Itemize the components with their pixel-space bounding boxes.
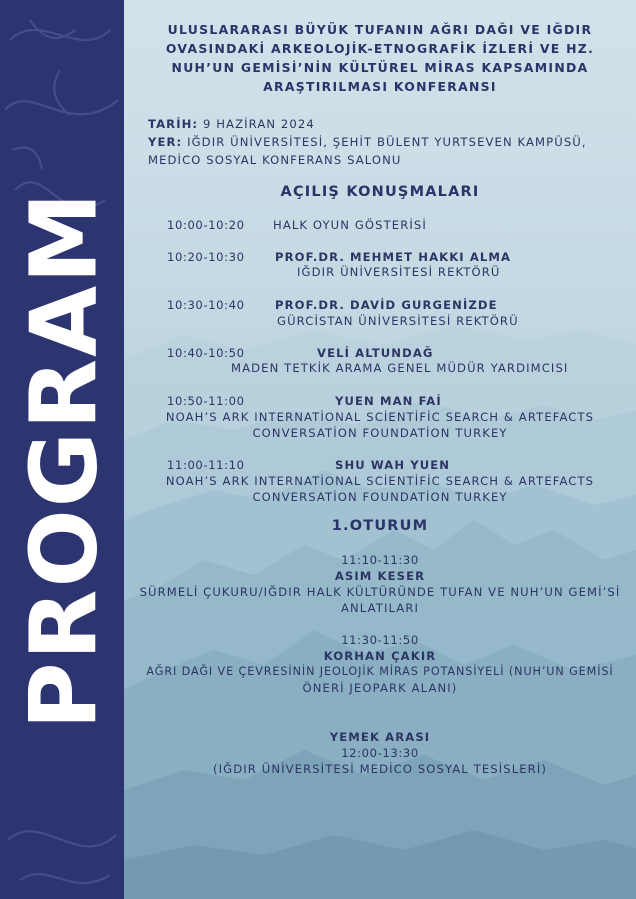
event-date	[148, 117, 315, 131]
opening-name-1: HALK OYUN GÖSTERİSİ	[273, 218, 427, 232]
opening-time-3: 10:30-10:40	[167, 298, 245, 312]
opening-time-4: 10:40-10:50	[167, 346, 245, 360]
conference-title-line-2: OVASINDAKİ ARKEOLOJİK-ETNOGRAFİK İZLERİ VE HZ.	[165, 41, 595, 56]
opening-role-2: IĞDIR ÜNİVERSİTESİ REKTÖRÜ	[297, 265, 501, 279]
opening-role-6: NOAH’S ARK INTERNATİONAL SCİENTİFİC SEARCH & ARTEFACTS	[165, 474, 595, 488]
event-place-line-2: MEDİCO SOSYAL KONFERANS SALONU	[148, 153, 402, 167]
opening-heading: AÇILIŞ KONUŞMALARI	[280, 184, 480, 200]
opening-time-2: 10:20-10:30	[167, 250, 245, 264]
place-value: IĞDIR ÜNİVERSİTESİ, ŞEHİT BÜLENT YURTSEVEN KAMPÜSÜ,	[187, 135, 587, 149]
opening-role-3: GÜRCİSTAN ÜNİVERSİTESİ REKTÖRÜ	[277, 314, 519, 328]
program-content	[124, 0, 636, 899]
conference-title-line-1: ULUSLARARASI BÜYÜK TUFANIN AĞRI DAĞI VE IĞDIR	[167, 22, 593, 37]
opening-role-4: MADEN TETKİK ARAMA GENEL MÜDÜR YARDIMCISI	[231, 361, 569, 375]
opening-name-4: VELİ ALTUNDAĞ	[317, 346, 434, 360]
opening-time-6: 11:00-11:10	[167, 458, 245, 472]
opening-time-1: 10:00-10:20	[167, 218, 245, 232]
session-topic-1: SÜRMELİ ÇUKURU/IĞDIR HALK KÜLTÜRÜNDE TUFAN VE NUH’UN GEMİ’Sİ	[139, 585, 621, 599]
session-speaker-2: KORHAN ÇAKIR	[323, 649, 437, 663]
opening-time-5: 10:50-11:00	[167, 394, 245, 408]
lunch-heading: YEMEK ARASI	[329, 730, 431, 744]
session-talk-time-1: 11:10-11:30	[341, 553, 419, 567]
date-value: 9 HAZİRAN 2024	[202, 117, 315, 131]
session-speaker-1: ASIM KESER	[334, 569, 426, 583]
session-topic-2: AĞRI DAĞI VE ÇEVRESİNİN JEOLOJİK MİRAS POTANSİYELİ (NUH’UN GEMİSİ	[146, 665, 614, 678]
session-topic-1-line-2: ANLATILARI	[341, 601, 419, 615]
date-label: TARİH:	[148, 117, 199, 131]
opening-role-5-line-2: CONVERSATİON FOUNDATİON TURKEY	[252, 426, 508, 440]
opening-name-6: SHU WAH YUEN	[335, 458, 451, 472]
lunch-place: (IĞDIR ÜNİVERSİTESİ MEDİCO SOSYAL TESİSLERİ)	[213, 762, 547, 776]
session-1-heading: 1.OTURUM	[331, 518, 429, 534]
place-label: YER:	[148, 135, 183, 149]
conference-title-line-3: NUH’UN GEMİSİ’NİN KÜLTÜREL MİRAS KAPSAMINDA	[171, 60, 589, 75]
lunch-time: 12:00-13:30	[341, 746, 419, 760]
session-topic-2-line-2: ÖNERİ JEOPARK ALANI)	[302, 681, 458, 695]
session-talk-time-2: 11:30-11:50	[341, 633, 419, 647]
program-vertical-title: PROGRAM	[10, 190, 118, 730]
opening-role-6-line-2: CONVERSATİON FOUNDATİON TURKEY	[252, 490, 508, 504]
event-place	[148, 135, 587, 149]
conference-title-line-4: ARAŞTIRILMASI KONFERANSI	[263, 79, 497, 94]
opening-name-5: YUEN MAN FAİ	[335, 394, 442, 408]
opening-name-2: PROF.DR. MEHMET HAKKI ALMA	[275, 250, 512, 264]
sidebar-band	[0, 0, 124, 899]
opening-role-5: NOAH’S ARK INTERNATİONAL SCİENTİFİC SEARCH & ARTEFACTS	[165, 410, 595, 424]
opening-name-3: PROF.DR. DAVİD GURGENİZDE	[275, 298, 498, 312]
